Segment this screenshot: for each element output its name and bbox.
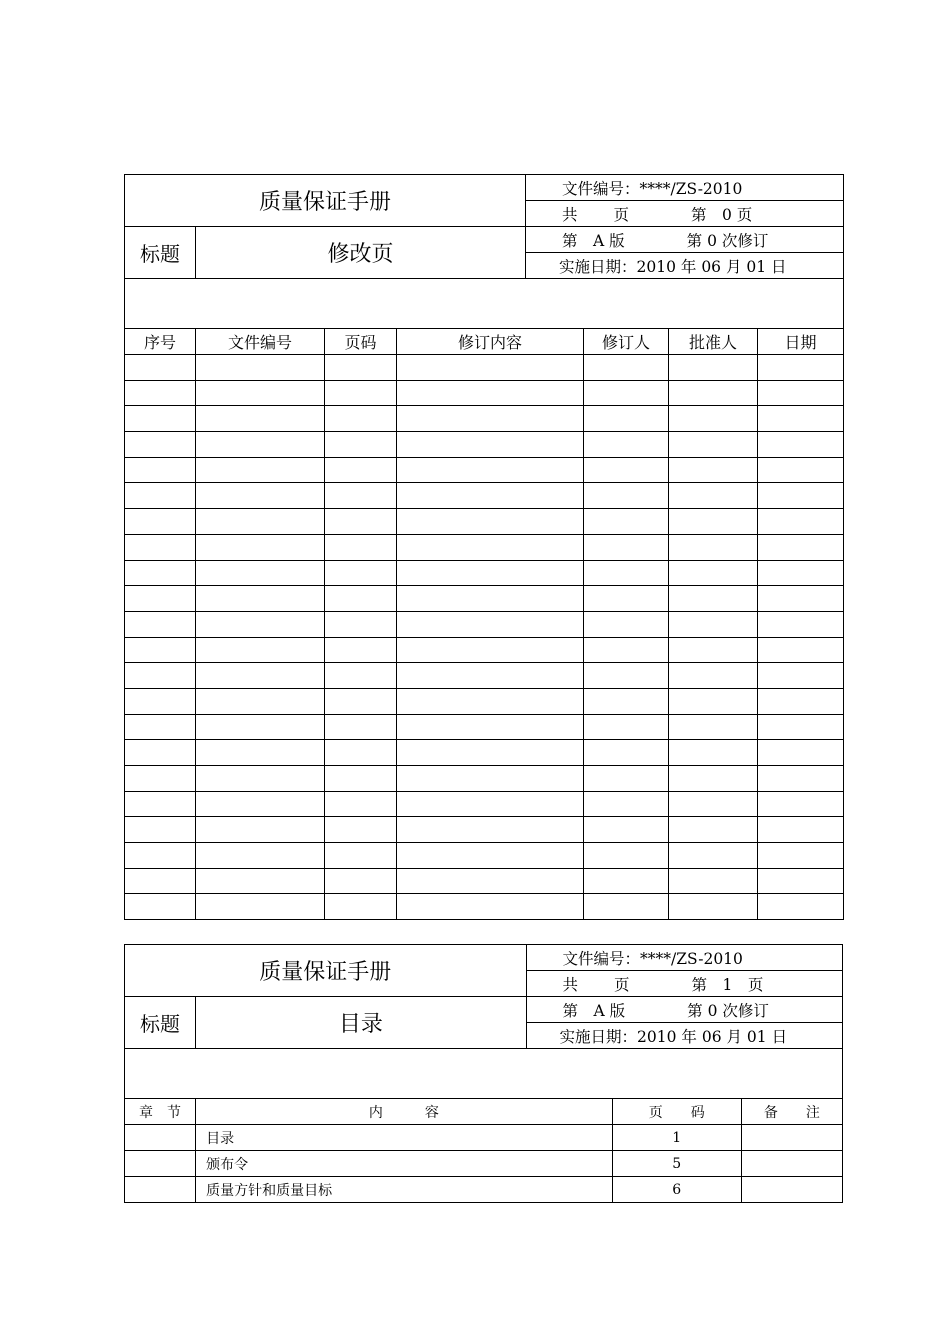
revision-cell-doc-no	[196, 740, 325, 766]
revision-cell-doc-no	[196, 663, 325, 689]
revision-cell-date	[758, 380, 844, 406]
col-header-page: 页 码	[612, 1099, 741, 1125]
toc-note	[741, 1125, 842, 1151]
col-header-date: 日期	[758, 329, 844, 355]
table-row	[125, 380, 844, 406]
revision-cell-date	[758, 894, 844, 920]
revision-page-table	[124, 174, 844, 920]
revision-cell-reviser	[584, 406, 669, 432]
table-row	[125, 714, 844, 740]
revision-cell-content	[397, 766, 584, 792]
revision-cell-seq	[125, 868, 196, 894]
revision-cell-seq	[125, 560, 196, 586]
revision-cell-approver	[669, 560, 758, 586]
revision-cell-page	[325, 355, 397, 381]
revision-cell-approver	[669, 817, 758, 843]
revision-cell-content	[397, 457, 584, 483]
revision-cell-reviser	[584, 843, 669, 869]
table-row	[125, 1177, 843, 1203]
revision-cell-seq	[125, 380, 196, 406]
toc-page: 6	[612, 1177, 741, 1203]
revision-cell-content	[397, 740, 584, 766]
effective-date: 实施日期：2010 年 06 月 01 日	[526, 253, 844, 279]
table-row	[125, 766, 844, 792]
toc-page-table	[124, 944, 843, 1203]
revision-cell-approver	[669, 791, 758, 817]
revision-cell-doc-no	[196, 457, 325, 483]
toc-note	[741, 1177, 842, 1203]
revision-cell-seq	[125, 663, 196, 689]
revision-cell-content	[397, 894, 584, 920]
revision-cell-doc-no	[196, 688, 325, 714]
title-label: 标题	[125, 997, 196, 1049]
version-info: 第 A 版 第 0 次修订	[526, 997, 842, 1023]
document-number: 文件编号：****/ZS-2010	[526, 945, 842, 971]
revision-cell-approver	[669, 483, 758, 509]
toc-page: 1	[612, 1125, 741, 1151]
table-row	[125, 457, 844, 483]
revision-cell-reviser	[584, 766, 669, 792]
revision-cell-seq	[125, 637, 196, 663]
table-row	[125, 560, 844, 586]
revision-cell-approver	[669, 355, 758, 381]
col-header-chapter: 章 节	[125, 1099, 196, 1125]
table-row	[125, 688, 844, 714]
revision-cell-seq	[125, 817, 196, 843]
revision-cell-approver	[669, 688, 758, 714]
table-row	[125, 611, 844, 637]
table-row	[125, 663, 844, 689]
revision-cell-approver	[669, 637, 758, 663]
col-header-note: 备 注	[741, 1099, 842, 1125]
table-row	[125, 817, 844, 843]
revision-cell-seq	[125, 483, 196, 509]
revision-cell-approver	[669, 740, 758, 766]
revision-cell-doc-no	[196, 868, 325, 894]
revision-cell-approver	[669, 509, 758, 535]
revision-cell-seq	[125, 355, 196, 381]
col-header-seq: 序号	[125, 329, 196, 355]
toc-header-row	[125, 1099, 843, 1125]
table-row	[125, 509, 844, 535]
col-header-doc-no: 文件编号	[196, 329, 325, 355]
revision-cell-doc-no	[196, 843, 325, 869]
revision-cell-seq	[125, 534, 196, 560]
revision-cell-approver	[669, 534, 758, 560]
revision-cell-page	[325, 663, 397, 689]
revision-cell-page	[325, 560, 397, 586]
title-label: 标题	[125, 227, 196, 279]
version-info: 第 A 版 第 0 次修订	[526, 227, 844, 253]
revision-cell-seq	[125, 894, 196, 920]
page-title: 修改页	[196, 227, 526, 279]
revision-cell-page	[325, 406, 397, 432]
revision-cell-reviser	[584, 637, 669, 663]
revision-cell-seq	[125, 791, 196, 817]
revision-cell-reviser	[584, 586, 669, 612]
revision-cell-reviser	[584, 534, 669, 560]
revision-cell-page	[325, 843, 397, 869]
revision-cell-doc-no	[196, 380, 325, 406]
revision-cell-reviser	[584, 868, 669, 894]
revision-cell-page	[325, 688, 397, 714]
revision-cell-seq	[125, 766, 196, 792]
revision-cell-reviser	[584, 611, 669, 637]
revision-cell-content	[397, 380, 584, 406]
revision-cell-approver	[669, 432, 758, 458]
col-header-content: 修订内容	[397, 329, 584, 355]
revision-cell-page	[325, 817, 397, 843]
revision-cell-date	[758, 766, 844, 792]
revision-cell-page	[325, 380, 397, 406]
revision-rows	[125, 355, 844, 920]
revision-cell-approver	[669, 457, 758, 483]
revision-cell-content	[397, 406, 584, 432]
blank-area	[125, 279, 844, 329]
revision-cell-content	[397, 868, 584, 894]
table-row	[125, 868, 844, 894]
revision-cell-page	[325, 611, 397, 637]
blank-area	[125, 1049, 843, 1099]
revision-cell-approver	[669, 868, 758, 894]
table-row	[125, 483, 844, 509]
revision-cell-seq	[125, 740, 196, 766]
revision-cell-reviser	[584, 688, 669, 714]
revision-cell-doc-no	[196, 534, 325, 560]
revision-cell-content	[397, 534, 584, 560]
revision-cell-content	[397, 586, 584, 612]
effective-date: 实施日期：2010 年 06 月 01 日	[526, 1023, 842, 1049]
revision-cell-reviser	[584, 483, 669, 509]
revision-cell-date	[758, 843, 844, 869]
toc-content: 颁布令	[196, 1151, 613, 1177]
revision-cell-reviser	[584, 380, 669, 406]
table-row	[125, 637, 844, 663]
toc-chapter	[125, 1125, 196, 1151]
revision-cell-content	[397, 843, 584, 869]
revision-cell-reviser	[584, 457, 669, 483]
revision-cell-date	[758, 868, 844, 894]
revision-cell-seq	[125, 688, 196, 714]
revision-cell-doc-no	[196, 560, 325, 586]
revision-cell-doc-no	[196, 509, 325, 535]
revision-cell-content	[397, 355, 584, 381]
revision-cell-content	[397, 714, 584, 740]
revision-cell-reviser	[584, 663, 669, 689]
revision-cell-date	[758, 406, 844, 432]
revision-cell-page	[325, 432, 397, 458]
revision-cell-seq	[125, 611, 196, 637]
revision-cell-date	[758, 663, 844, 689]
revision-cell-content	[397, 611, 584, 637]
revision-cell-seq	[125, 406, 196, 432]
revision-cell-doc-no	[196, 766, 325, 792]
col-header-reviser: 修订人	[584, 329, 669, 355]
revision-cell-page	[325, 637, 397, 663]
revision-cell-page	[325, 586, 397, 612]
revision-cell-content	[397, 509, 584, 535]
col-header-page: 页码	[325, 329, 397, 355]
page-info: 共 页 第 0 页	[526, 201, 844, 227]
revision-cell-content	[397, 688, 584, 714]
table-row	[125, 586, 844, 612]
revision-cell-doc-no	[196, 791, 325, 817]
revision-cell-date	[758, 791, 844, 817]
revision-cell-page	[325, 509, 397, 535]
revision-cell-seq	[125, 586, 196, 612]
revision-cell-approver	[669, 380, 758, 406]
revision-cell-page	[325, 740, 397, 766]
revision-cell-doc-no	[196, 894, 325, 920]
revision-cell-reviser	[584, 432, 669, 458]
revision-cell-seq	[125, 457, 196, 483]
document-number: 文件编号：****/ZS-2010	[526, 175, 844, 201]
revision-cell-reviser	[584, 560, 669, 586]
revision-cell-approver	[669, 894, 758, 920]
revision-cell-reviser	[584, 714, 669, 740]
revision-cell-approver	[669, 406, 758, 432]
revision-cell-content	[397, 432, 584, 458]
toc-page: 5	[612, 1151, 741, 1177]
revision-cell-approver	[669, 843, 758, 869]
revision-cell-content	[397, 817, 584, 843]
revision-cell-doc-no	[196, 637, 325, 663]
revision-cell-approver	[669, 766, 758, 792]
revision-cell-date	[758, 611, 844, 637]
revision-cell-doc-no	[196, 611, 325, 637]
revision-cell-date	[758, 432, 844, 458]
revision-cell-reviser	[584, 894, 669, 920]
revision-cell-content	[397, 791, 584, 817]
revision-cell-seq	[125, 509, 196, 535]
revision-cell-date	[758, 637, 844, 663]
toc-content: 目录	[196, 1125, 613, 1151]
table-row	[125, 791, 844, 817]
revision-cell-page	[325, 868, 397, 894]
revision-cell-approver	[669, 586, 758, 612]
revision-cell-reviser	[584, 355, 669, 381]
revision-cell-date	[758, 355, 844, 381]
revision-cell-seq	[125, 432, 196, 458]
table-row	[125, 740, 844, 766]
revision-cell-reviser	[584, 817, 669, 843]
revision-cell-reviser	[584, 740, 669, 766]
toc-chapter	[125, 1151, 196, 1177]
revision-cell-date	[758, 817, 844, 843]
revision-cell-doc-no	[196, 817, 325, 843]
table-row	[125, 355, 844, 381]
revision-cell-page	[325, 483, 397, 509]
revision-cell-page	[325, 714, 397, 740]
revision-cell-content	[397, 663, 584, 689]
revision-cell-date	[758, 457, 844, 483]
revision-cell-reviser	[584, 791, 669, 817]
revision-cell-date	[758, 509, 844, 535]
revision-cell-doc-no	[196, 586, 325, 612]
revision-cell-page	[325, 894, 397, 920]
table-row	[125, 843, 844, 869]
table-row	[125, 534, 844, 560]
toc-note	[741, 1151, 842, 1177]
revision-cell-seq	[125, 843, 196, 869]
page-info: 共 页 第 1 页	[526, 971, 842, 997]
revision-cell-page	[325, 791, 397, 817]
toc-content: 质量方针和质量目标	[196, 1177, 613, 1203]
revision-cell-date	[758, 483, 844, 509]
page-title: 目录	[196, 997, 526, 1049]
revision-cell-approver	[669, 714, 758, 740]
revision-cell-doc-no	[196, 432, 325, 458]
table-row	[125, 1125, 843, 1151]
revision-cell-doc-no	[196, 406, 325, 432]
revision-cell-date	[758, 688, 844, 714]
revision-cell-page	[325, 766, 397, 792]
revision-cell-page	[325, 457, 397, 483]
manual-title: 质量保证手册	[125, 175, 526, 227]
revision-cell-approver	[669, 611, 758, 637]
revision-header-row	[125, 329, 844, 355]
toc-chapter	[125, 1177, 196, 1203]
table-row	[125, 1151, 843, 1177]
revision-cell-doc-no	[196, 483, 325, 509]
revision-cell-date	[758, 534, 844, 560]
revision-cell-seq	[125, 714, 196, 740]
revision-cell-content	[397, 637, 584, 663]
revision-cell-approver	[669, 663, 758, 689]
revision-cell-date	[758, 560, 844, 586]
table-row	[125, 406, 844, 432]
table-row	[125, 432, 844, 458]
revision-cell-date	[758, 714, 844, 740]
revision-cell-reviser	[584, 509, 669, 535]
revision-cell-doc-no	[196, 714, 325, 740]
revision-cell-date	[758, 586, 844, 612]
table-row	[125, 894, 844, 920]
revision-cell-content	[397, 483, 584, 509]
revision-cell-page	[325, 534, 397, 560]
revision-cell-date	[758, 740, 844, 766]
manual-title: 质量保证手册	[125, 945, 527, 997]
col-header-content: 内 容	[196, 1099, 613, 1125]
revision-cell-content	[397, 560, 584, 586]
col-header-approver: 批准人	[669, 329, 758, 355]
revision-cell-doc-no	[196, 355, 325, 381]
